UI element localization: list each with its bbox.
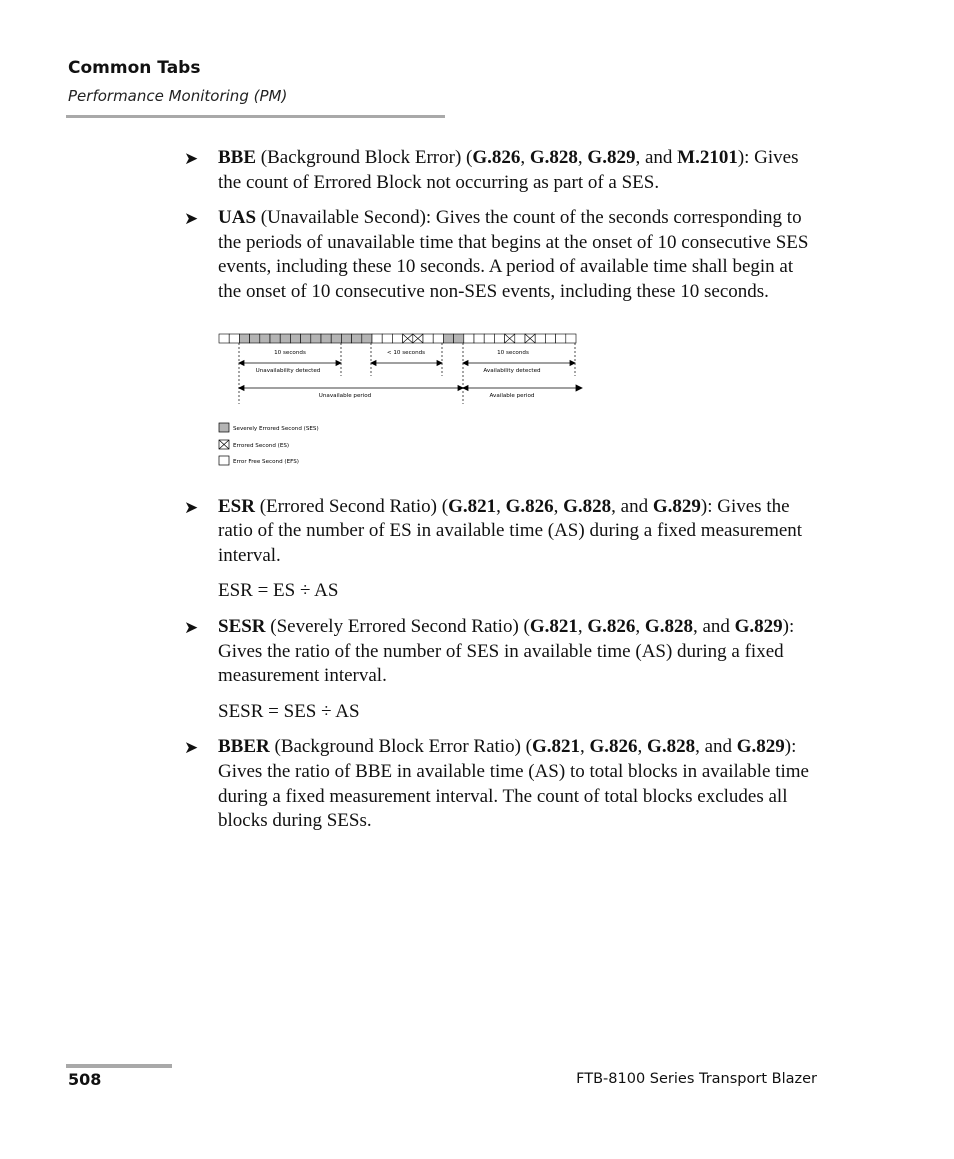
text: (Unavailable Second): Gives the count of the seconds corresponding to the periods of unavailable time that begins at the onset of 10 consecutive SES events, including these 10 seconds. A period of available time shall begin at the onset of 10 consecutive non-SES events, including these 10 seconds. bbox=[218, 207, 809, 302]
second-cell bbox=[260, 334, 270, 343]
second-cell bbox=[545, 334, 555, 343]
text: , bbox=[496, 495, 506, 517]
span-label-1: 10 seconds bbox=[274, 349, 306, 356]
standard-ref: G.828 bbox=[647, 736, 696, 758]
list-item-bbe bbox=[180, 146, 820, 195]
second-cell bbox=[566, 334, 576, 343]
event-availability: Availability detected bbox=[483, 367, 541, 374]
second-cell bbox=[423, 334, 433, 343]
standard-ref: G.826 bbox=[505, 495, 554, 517]
bullet-arrow-icon: ➤ bbox=[184, 149, 199, 169]
section-title: Common Tabs bbox=[68, 58, 201, 78]
text: , and bbox=[611, 495, 653, 517]
second-cell bbox=[372, 334, 382, 343]
second-cell bbox=[443, 334, 453, 343]
standard-ref: G.829 bbox=[736, 736, 785, 758]
bullet-arrow-icon: ➤ bbox=[184, 617, 199, 638]
text: , bbox=[520, 147, 530, 168]
text: ): Gives the count of Errored Block not occurring as part of a SES. bbox=[218, 147, 799, 193]
text: , bbox=[553, 495, 564, 517]
legend bbox=[219, 423, 319, 465]
span-label-2: < 10 seconds bbox=[386, 349, 426, 356]
second-cell bbox=[270, 334, 280, 343]
list-item-sesr bbox=[180, 615, 820, 689]
efs-swatch-icon bbox=[219, 456, 229, 465]
list-item-esr bbox=[180, 495, 820, 569]
standard-ref: G.828 bbox=[563, 495, 612, 517]
standard-ref: G.828 bbox=[644, 615, 693, 637]
second-cell bbox=[331, 334, 341, 343]
text: ): Gives the ratio of the number of ES in available time (AS) during a fixed measurement interval. bbox=[218, 495, 803, 566]
second-cell bbox=[280, 334, 290, 343]
standard-ref: G.826 bbox=[587, 615, 636, 637]
term-uas: UAS bbox=[218, 207, 257, 229]
text: , bbox=[577, 147, 588, 168]
standard-ref: G.821 bbox=[529, 615, 578, 637]
term-sesr: SESR bbox=[218, 615, 266, 637]
standard-ref: M.2101 bbox=[677, 147, 738, 168]
text: ): Gives the ratio of BBE in available time (AS) to total blocks in available time during a fixed measurement interval. The count of total blocks excludes all blocks during SESs. bbox=[218, 736, 809, 832]
standard-ref: G.829 bbox=[734, 615, 783, 637]
list-item-bber bbox=[180, 735, 820, 833]
legend-ses: Severely Errored Second (SES) bbox=[233, 425, 319, 432]
bullet-arrow-icon: ➤ bbox=[184, 497, 199, 518]
list-item-uas bbox=[180, 206, 820, 304]
header-rule bbox=[66, 115, 445, 118]
standard-ref: G.826 bbox=[472, 147, 521, 168]
event-unavailability: Unavailability detected bbox=[255, 367, 321, 374]
standard-ref: G.821 bbox=[531, 736, 581, 758]
legend-es: Errored Second (ES) bbox=[233, 442, 290, 449]
text: , and bbox=[695, 736, 737, 758]
text: , and bbox=[692, 615, 735, 637]
footer-rule bbox=[66, 1064, 172, 1068]
second-cells bbox=[219, 334, 576, 343]
second-cell bbox=[484, 334, 494, 343]
bullet-arrow-icon: ➤ bbox=[184, 738, 199, 759]
text: ): Gives the ratio of the number of SES in available time (AS) during a fixed measurement interval. bbox=[218, 615, 795, 687]
standard-ref: G.826 bbox=[589, 736, 638, 758]
ses-swatch-icon bbox=[219, 423, 229, 432]
standard-ref: G.829 bbox=[587, 147, 636, 168]
term-bbe: BBE bbox=[218, 147, 257, 168]
second-cell bbox=[464, 334, 474, 343]
second-cell bbox=[515, 334, 525, 343]
text: (Background Block Error) ( bbox=[256, 147, 473, 168]
standard-ref: G.821 bbox=[448, 495, 497, 517]
second-cell bbox=[494, 334, 504, 343]
text: (Severely Errored Second Ratio) ( bbox=[265, 615, 530, 637]
second-cell bbox=[219, 334, 229, 343]
text: , bbox=[580, 736, 590, 758]
standard-ref: G.828 bbox=[529, 147, 578, 168]
period-unavailable: Unavailable period bbox=[318, 392, 372, 399]
span-label-3: 10 seconds bbox=[497, 349, 529, 356]
second-cell bbox=[321, 334, 331, 343]
legend-efs: Error Free Second (EFS) bbox=[233, 458, 299, 465]
term-esr: ESR bbox=[218, 495, 255, 517]
formula-sesr: SESR = SES ÷ AS bbox=[218, 700, 360, 722]
standard-ref: G.829 bbox=[652, 495, 701, 517]
second-cell bbox=[454, 334, 464, 343]
text: , bbox=[637, 736, 648, 758]
second-cell bbox=[239, 334, 249, 343]
text: (Errored Second Ratio) ( bbox=[254, 495, 449, 517]
text: (Background Block Error Ratio) ( bbox=[269, 736, 532, 758]
timeline-svg bbox=[218, 332, 586, 472]
formula-esr: ESR = ES ÷ AS bbox=[218, 580, 339, 602]
text: , bbox=[635, 615, 645, 637]
bullet-arrow-icon: ➤ bbox=[184, 209, 199, 230]
arrows bbox=[239, 360, 582, 391]
second-cell bbox=[556, 334, 566, 343]
second-cell bbox=[341, 334, 351, 343]
page-number: 508 bbox=[68, 1070, 102, 1089]
content bbox=[180, 146, 820, 845]
second-cell bbox=[290, 334, 300, 343]
second-cell bbox=[382, 334, 392, 343]
unavailability-diagram bbox=[218, 332, 586, 472]
second-cell bbox=[352, 334, 362, 343]
second-cell bbox=[301, 334, 311, 343]
second-cell bbox=[392, 334, 402, 343]
term-bber: BBER bbox=[218, 736, 270, 758]
second-cell bbox=[433, 334, 443, 343]
second-cell bbox=[474, 334, 484, 343]
second-cell bbox=[229, 334, 239, 343]
text: , and bbox=[635, 147, 678, 168]
second-cell bbox=[535, 334, 545, 343]
text: , bbox=[577, 615, 588, 637]
second-cell bbox=[311, 334, 321, 343]
section-subtitle: Performance Monitoring (PM) bbox=[68, 87, 288, 105]
second-cell bbox=[362, 334, 372, 343]
document-title: FTB-8100 Series Transport Blazer bbox=[576, 1071, 817, 1087]
period-available: Available period bbox=[489, 392, 535, 399]
second-cell bbox=[250, 334, 260, 343]
